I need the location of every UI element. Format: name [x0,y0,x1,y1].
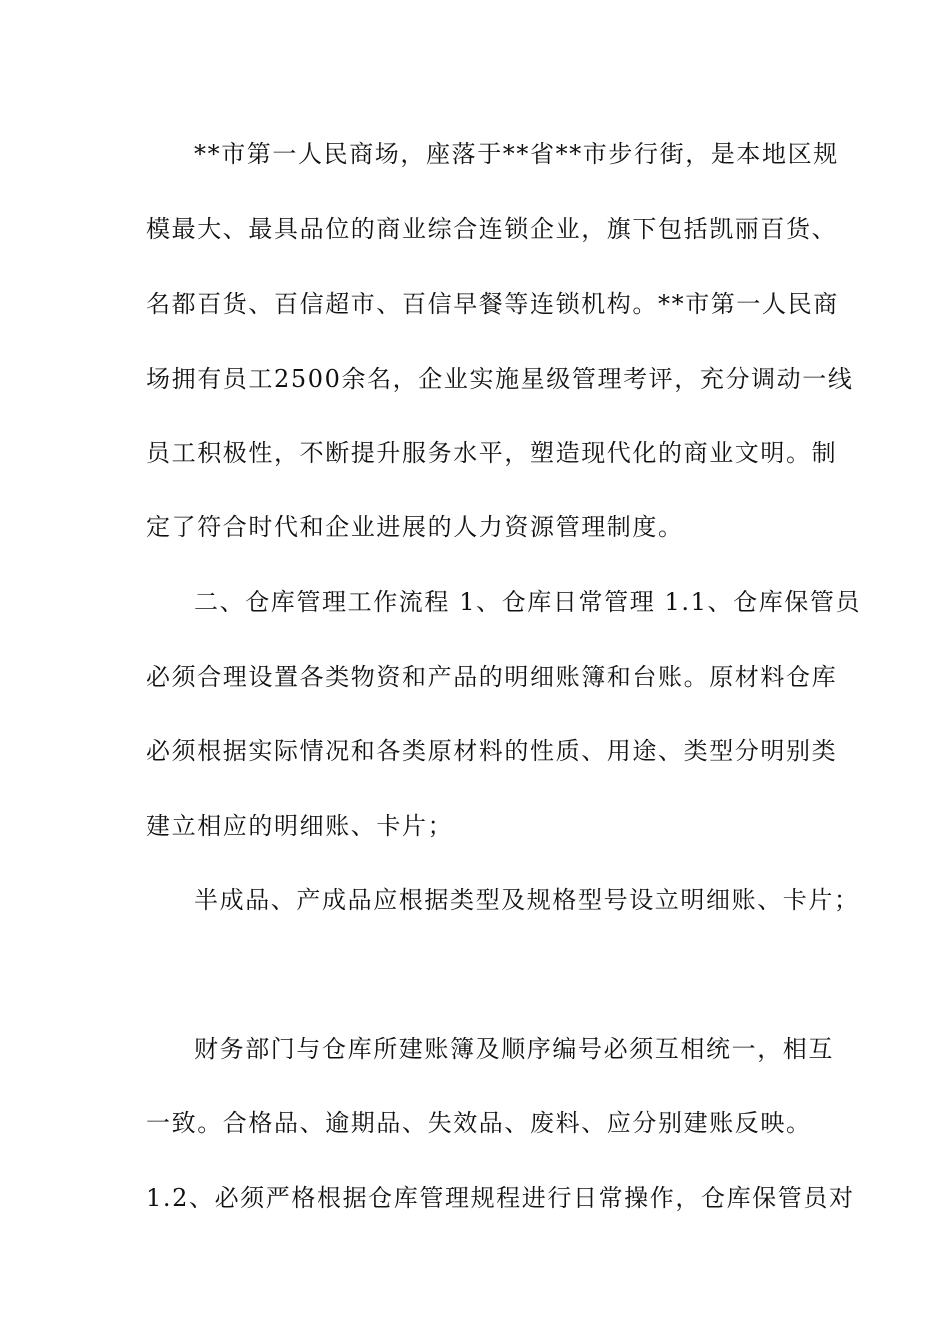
paragraph-line: 定了符合时代和企业进展的人力资源管理制度。 [146,513,684,541]
paragraph-line: 必须根据实际情况和各类原材料的性质、用途、类型分明别类 [146,737,838,765]
paragraph-line: 模最大、最具品位的商业综合连锁企业，旗下包括凯丽百货、 [146,215,838,243]
paragraph-line: 1.2、必须严格根据仓库管理规程进行日常操作，仓库保管员对 [146,1184,855,1212]
paragraph-line: 建立相应的明细账、卡片； [146,812,454,840]
paragraph-line: 必须合理设置各类物资和产品的明细账簿和台账。原材料仓库 [146,663,838,691]
paragraph-line: 一致。合格品、逾期品、失效品、废料、应分别建账反映。 [146,1109,812,1137]
paragraph-line: 员工积极性，不断提升服务水平，塑造现代化的商业文明。制 [146,439,838,467]
paragraph-line: 名都百货、百信超市、百信早餐等连锁机构。**市第一人民商 [146,290,839,318]
paragraph-line: **市第一人民商场，座落于**省**市步行街，是本地区规 [194,140,839,168]
paragraph-line: 二、仓库管理工作流程 1、仓库日常管理 1.1、仓库保管员 [194,588,862,616]
paragraph-line: 财务部门与仓库所建账簿及顺序编号必须互相统一，相互 [194,1035,834,1063]
paragraph-line: 半成品、产成品应根据类型及规格型号设立明细账、卡片； [194,886,860,914]
paragraph-line: 场拥有员工2500余名，企业实施星级管理考评，充分调动一线 [146,365,854,393]
